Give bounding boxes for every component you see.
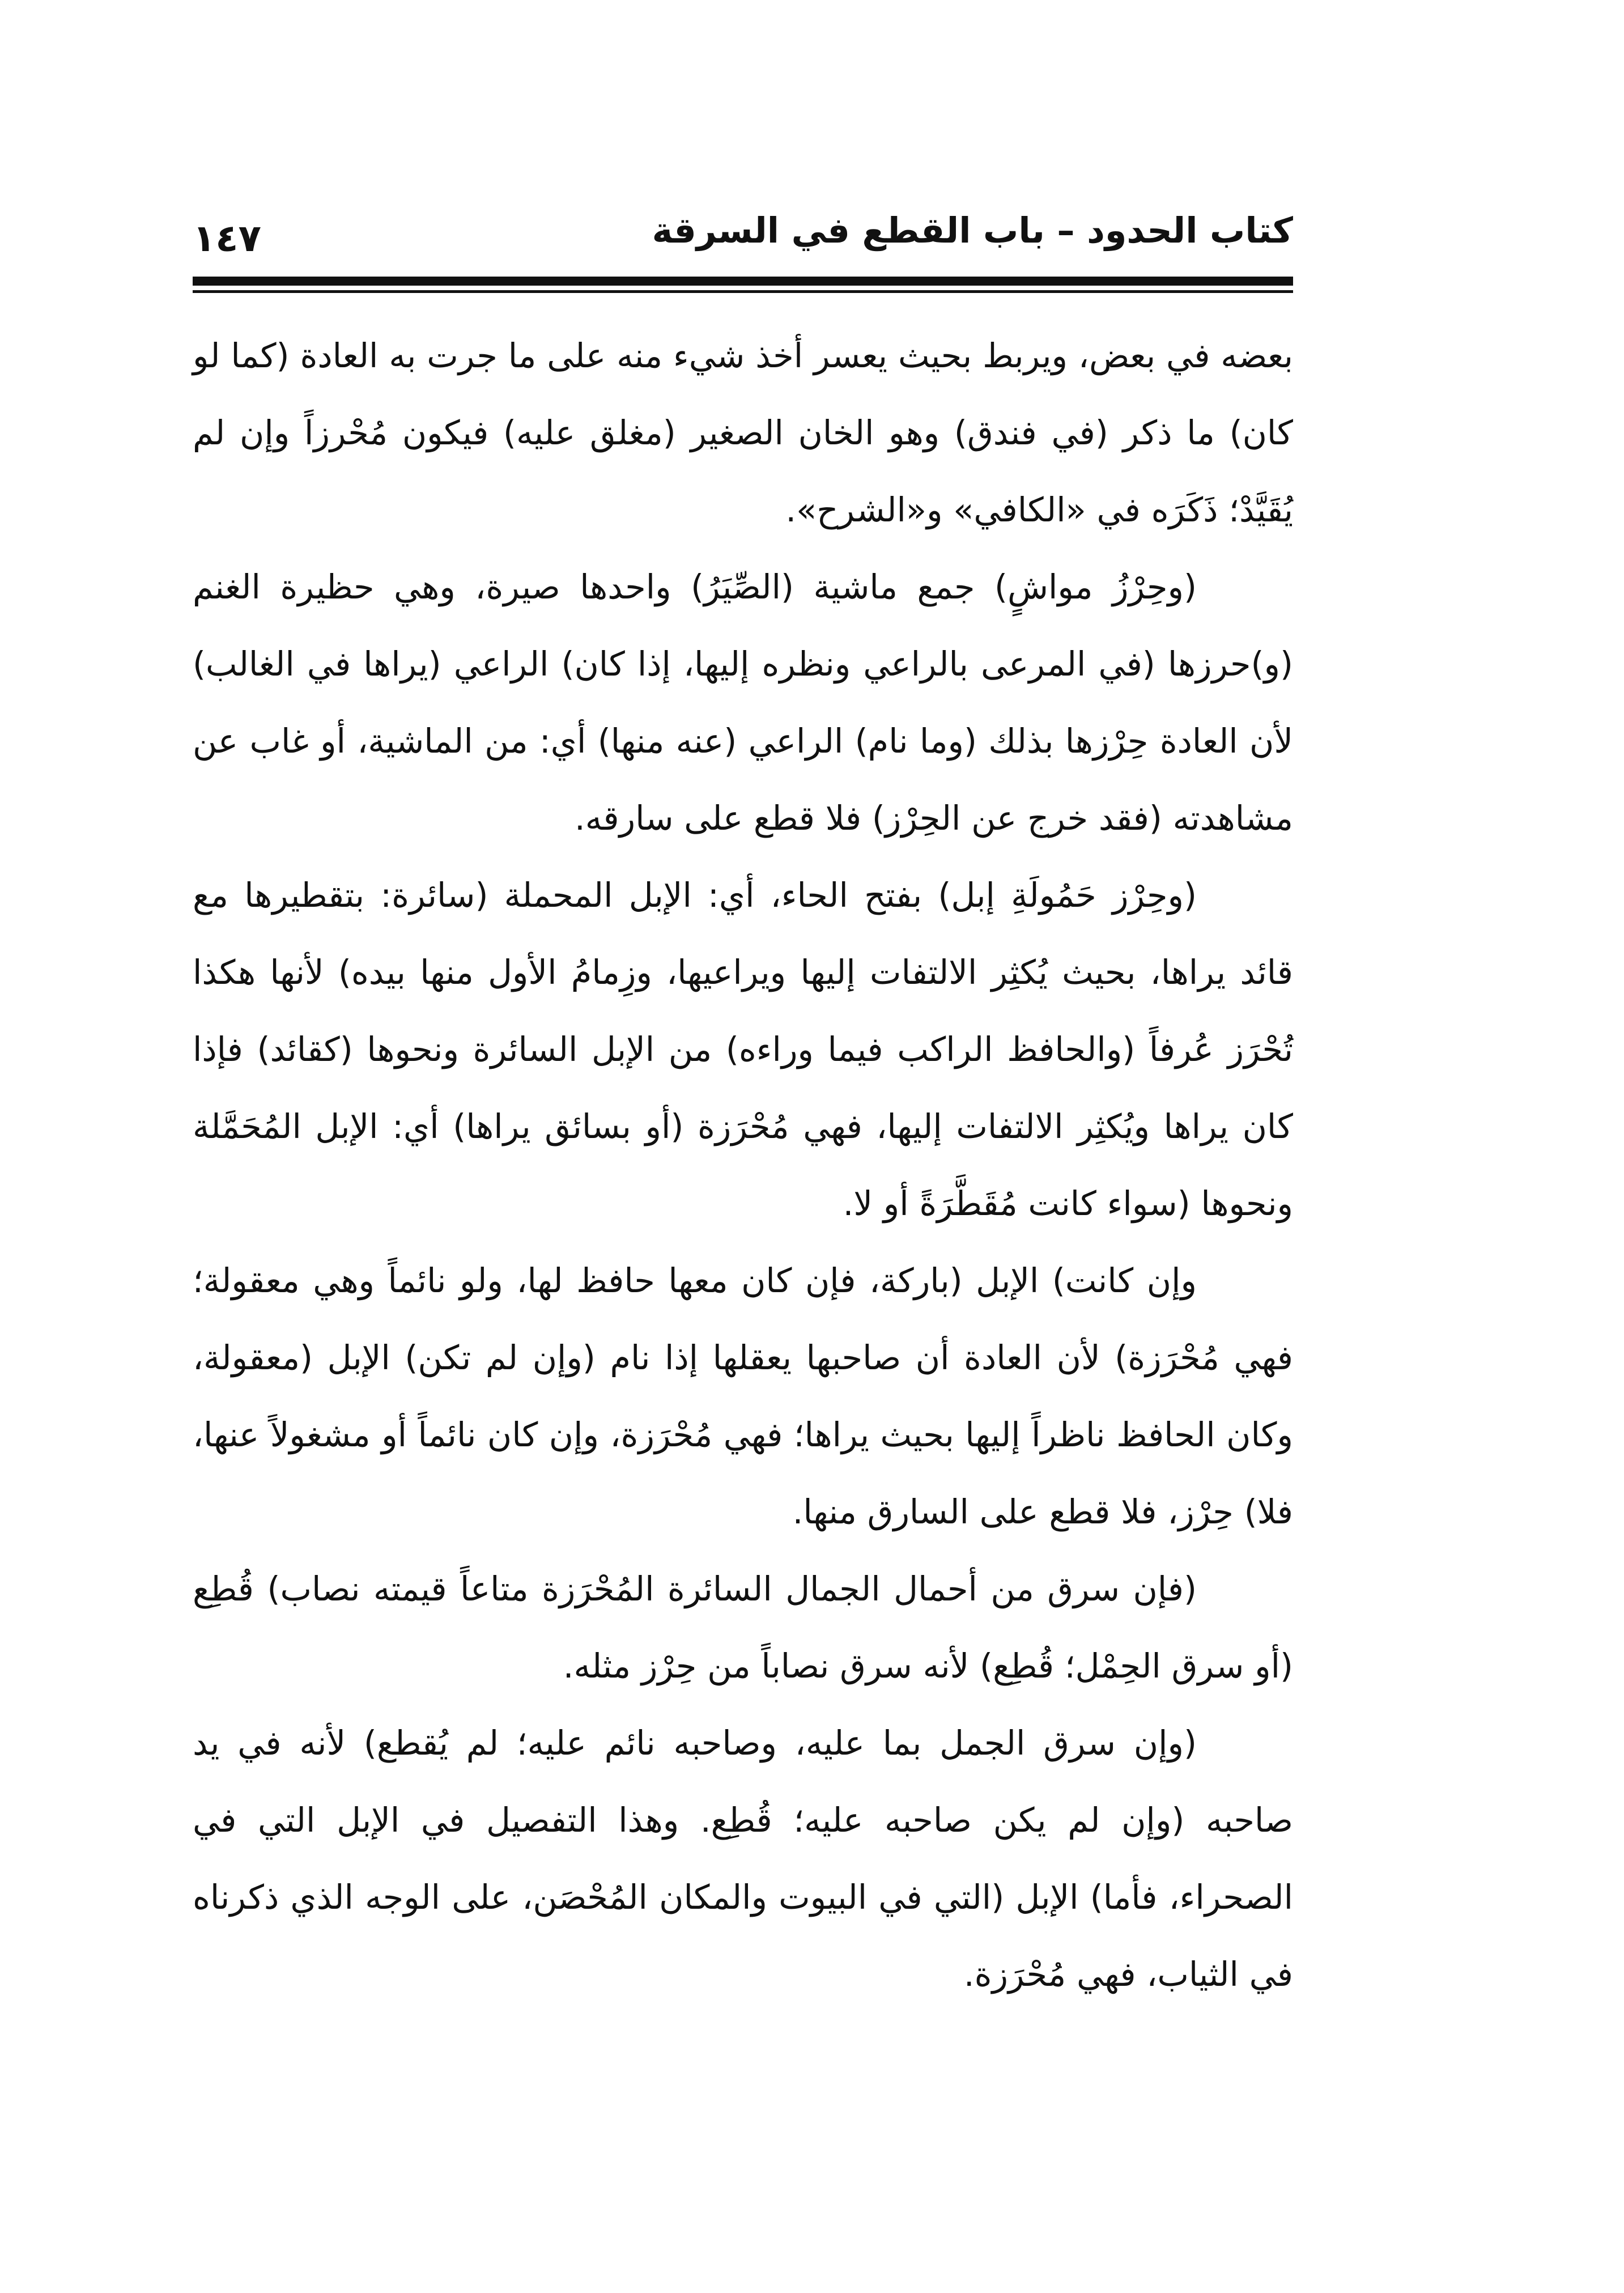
body-text <box>193 317 1293 2013</box>
page-number: ١٤٧ <box>193 216 261 260</box>
header-rule-thin <box>193 290 1293 293</box>
running-title: كتاب الحدود – باب القطع في السرقة <box>652 210 1293 251</box>
paragraph-2: (وحِرْزُ مواشٍ) جمع ماشية (الصِّيَرُ) واحدها صيرة، وهي حظيرة الغنم (و)حرزها (في المرعى بالراعي ونظره إليها، إذا كان) الراعي (يراها في الغالب) لأن العادة حِرْزها بذلك (وما نام) الراعي (عنه منها) أي: من الماشية، أو غاب عن مشاهدته (فقد خرج عن الحِرْز) فلا قطع على سارقه. <box>193 567 1293 838</box>
header-rule-thick <box>193 277 1293 286</box>
paragraph-4: وإن كانت) الإبل (باركة، فإن كان معها حافظ لها، ولو نائماً وهي معقولة؛ فهي مُحْرَزة) لأن العادة أن صاحبها يعقلها إذا نام (وإن لم تكن) الإبل (معقولة، وكان الحافظ ناظراً إليها بحيث يراها؛ فهي مُحْرَزة، وإن كان نائماً أو مشغولاً عنها، فلا) حِرْز، فلا قطع على السارق منها. <box>193 1261 1293 1531</box>
paragraph-6: (وإن سرق الجمل بما عليه، وصاحبه نائم عليه؛ لم يُقطع) لأنه في يد صاحبه (وإن لم يكن صاحبه عليه؛ قُطِع. وهذا التفصيل في الإبل التي في الصحراء، فأما) الإبل (التي في البيوت والمكان المُحْصَن، على الوجه الذي ذكرناه في الثياب، فهي مُحْرَزة. <box>193 1723 1293 1994</box>
paragraph-1: بعضه في بعض، ويربط بحيث يعسر أخذ شيء منه على ما جرت به العادة (كما لو كان) ما ذكر (في فندق) وهو الخان الصغير (مغلق عليه) فيكون مُحْرزاً وإن لم يُقَيَّدْ؛ ذَكَرَه في «الكافي» و«الشرح». <box>193 336 1293 529</box>
paragraph-3: (وحِرْز حَمُولَةِ إبل) بفتح الحاء، أي: الإبل المحملة (سائرة: بتقطيرها مع قائد يراها، بحيث يُكثِر الالتفات إليها ويراعيها، وزِمامُ الأول منها بيده) لأنها هكذا تُحْرَز عُرفاً (والحافظ الراكب فيما وراءه) من الإبل السائرة ونحوها (كقائد) فإذا كان يراها ويُكثِر الالتفات إليها، فهي مُحْرَزة (أو بسائق يراها) أي: الإبل المُحَمَّلة ونحوها (سواء كانت مُقَطَّرَةً أو لا. <box>193 876 1293 1223</box>
page-header <box>193 204 1293 272</box>
paragraph-5: (فإن سرق من أحمال الجمال السائرة المُحْرَزة متاعاً قيمته نصاب) قُطِع (أو سرق الحِمْل؛ قُطِع) لأنه سرق نصاباً من حِرْز مثله. <box>193 1569 1293 1685</box>
